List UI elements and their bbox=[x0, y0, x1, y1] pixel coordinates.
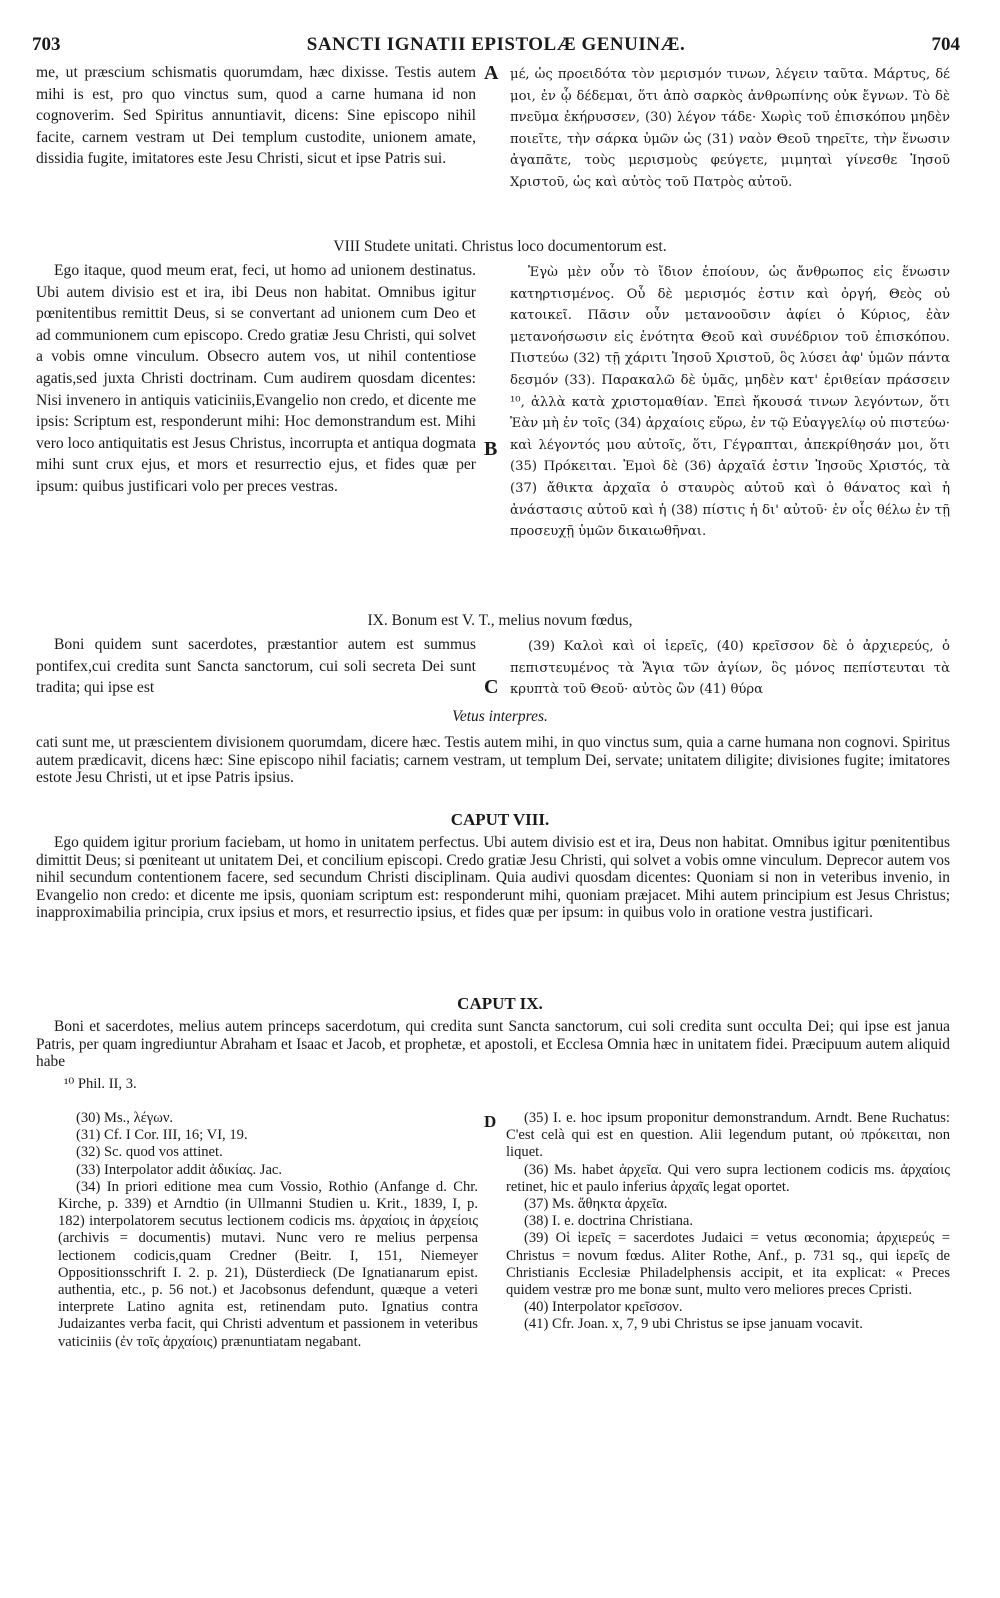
greek-column-top bbox=[510, 64, 950, 194]
note-40: (40) Interpolator κρεῖσσον. bbox=[524, 1299, 683, 1316]
greek-column-viii bbox=[510, 262, 950, 543]
page-header bbox=[32, 34, 960, 60]
notes-right-column bbox=[506, 1110, 950, 1334]
caput-ix-paragraph: Boni et sacerdotes, melius autem princeps sacerdotum, qui credita sunt Sancta sanctorum, cui soli credita sunt occulta Dei; qui ipse est janua Patris, per quam ingrediuntur Abraham et Isaac et Jacob, et prophetæ, et apostoli, et Ecclesa Omnia hæc in unitatem fidei. Præcipuum autem aliquid habe bbox=[36, 1018, 950, 1071]
note-32: (32) Sc. quod vos attinet. bbox=[76, 1144, 223, 1161]
note-31: (31) Cf. I Cor. III, 16; VI, 19. bbox=[76, 1127, 248, 1144]
latin-column-ix bbox=[36, 634, 476, 699]
vetus-paragraph: cati sunt me, ut præscientem divisionem quorumdam, dicere hæc. Testis autem mihi, in quo vinctus sum, quia a carne humana non cognovi. Spiritus autem prædicavit, dicens hæc: Sine episcopo nihil faciatis; carnem vestram, ut templum Dei, servate; unitatem diligite; divisiones fugite; imitatores estote Jesu Christi, ut et ipse Patris ipsius. bbox=[36, 734, 950, 787]
caput-ix-heading: CAPUT IX. bbox=[457, 994, 543, 1013]
notes-left-column bbox=[58, 1110, 478, 1351]
note-30: (30) Ms., λέγων. bbox=[76, 1110, 174, 1126]
note-34: (34) In priori editione mea cum Vossio, Rothio (Anfange d. Chr. Kirche, p. 339) et Arndtio (in Ullmanni Studien u. Krit., 1839, I, p. 182) interpolatorem secutus lectionem codicis ms. ἀρχαίοις in ἀρχείοις (archivis = documentis) mutavi. Nunc vero re melius perpensa lectionem codicis,quam Credner (Beitr. I, 151, Niemeyer Oppositionsschrift I. 2. p. 21), Düsterdieck (De Ignatianarum epist. authentia, etc., p. 56 not.) et Jacobsonus defendunt, quæque a veteri interprete Latino agnita est, retinendam puto. Ignatius contra Judaizantes verba facit, qui Christi adventum et passionem in veteribus vaticiniis (ἐν τοῖς ἀρχαίοις) prænuntiatam negabant. bbox=[58, 1178, 478, 1350]
caput-viii-paragraph: Ego quidem igitur prorium faciebam, ut homo in unitatem perfectus. Ubi autem divisio est et ira, Deus non habitat. Omnibus igitur pœnitentibus dimittit Deus; si pœniteant ut unitatem Dei, et concilium episcopi. Credo gratiæ Jesu Christi, qui solvet a vobis omne vinculum. Deprecor autem vos nihil secundum contentionem facere, sed secundum Christi disciplinam. Quia audivi quosdam dicentes: Quoniam si non in veteribus invenio, in Evangelio non credo: et dicente me ipsis, quoniam scriptum est: responderunt mihi, quoniam præjacet. Mihi autem principium est Jesus Christus; inapproximabilia principia, crux ipsius et mors, et resurrectio ipsius, et fides quæ per ipsum: in quibus volo in oratione vestra justificari. bbox=[36, 834, 950, 922]
note-38: (38) I. e. doctrina Christiana. bbox=[524, 1213, 693, 1230]
margin-mark-a: A bbox=[484, 62, 499, 84]
latin-paragraph: Boni quidem sunt sacerdotes, præstantior autem est summus pontifex,cui credita sunt Sancta sanctorum, cui soli secreta Dei sunt tradita; qui ipse est bbox=[36, 636, 476, 697]
latin-paragraph: me, ut præscium schismatis quorumdam, hæc dixisse. Testis autem mihi is est, pro quo vinctus sum, quod a carne humana id non cognoverim. Sed Spiritus annuntiavit, dicens: Sine episcopo nihil facite, carnem vestram ut Dei templum custodite, unionem amate, dissidia fugite, imitatores este Jesu Christi, sicut et ipse Patris sui. bbox=[36, 64, 476, 168]
note-41: (41) Cfr. Joan. x, 7, 9 ubi Christus se ipse januam vocavit. bbox=[524, 1316, 863, 1333]
caput-viii-text bbox=[36, 834, 950, 922]
margin-mark-b: B bbox=[484, 438, 498, 460]
note-39: (39) Οἱ ἱερεῖς = sacerdotes Judaici = vetus œconomia; ἀρχιερεύς = Christus = novum fœdus. Aliter Rothe, Anf., p. 731 sq., qui ἱερεῖς de Christianis Ecclesiæ Philadelphensis accipit, et ita explicat: « Preces quidem vestræ pro me bonæ sunt, multo vero meliores preces Cpristi. bbox=[506, 1230, 950, 1299]
margin-mark-c: C bbox=[484, 676, 499, 698]
greek-paragraph: Ἐγὼ μὲν οὖν τὸ ἴδιον ἐποίουν, ὡς ἄνθρωπος εἰς ἕνωσιν κατηρτισμένος. Οὗ δὲ μερισμός ἐστιν καὶ ὀργή, Θεὸς οὐ κατοικεῖ. Πᾶσιν οὖν μετανοοῦσιν ἀφίει ὁ Κύριος, ἐὰν μετανοήσωσιν εἰς ἑνότητα Θεοῦ καὶ συνέδριον τοῦ ἐπισκόπου. Πιστεύω (32) τῇ χάριτι Ἰησοῦ Χριστοῦ, ὃς λύσει ἀφ' ὑμῶν πάντα δεσμόν (33). Παρακαλῶ δὲ ὑμᾶς, μηδὲν κατ' ἐριθείαν πράσσειν ¹⁰, ἀλλὰ κατὰ χριστομαθίαν. Ἐπεὶ ἤκουσά τινων λεγόντων, ὅτι Ἐὰν μὴ ἐν τοῖς (34) ἀρχαίοις εὕρω, ἐν τῷ Εὐαγγελίῳ οὐ πιστεύω· καὶ λέγοντός μου αὐτοῖς, ὅτι, Γέγραπται, ἀπεκρίθησάν μοι, ὅτι (35) Πρόκειται. Ἐμοὶ δὲ (36) ἀρχαῖά ἐστιν Ἰησοῦς Χριστός, τὰ (37) ἄθικτα ἀρχαῖα ὁ σταυρὸς αὐτοῦ καὶ ὁ θάνατος καὶ ἡ ἀνάστασις αὐτοῦ καὶ ἡ (38) πίστις ἡ δι' αὐτοῦ· ἐν οἷς θέλω ἐν τῇ προσευχῇ ὑμῶν δικαιωθῆναι. bbox=[510, 265, 950, 540]
latin-paragraph: Ego itaque, quod meum erat, feci, ut homo ad unionem destinatus. Ubi autem divisio est et ira, ibi Deus non habitat. Omnibus igitur pœnitentibus remittit Deus, si se convertant ad unionem cum Deo et ad communionem cum episcopo. Credo gratiæ Jesu Christi, qui solvet a vobis omne vinculum. Obsecro autem vos, ut nihil contentiose agatis,sed juxta Christi doctrinam. Cum audirem quosdam dicentes: Nisi invenero in antiquis vaticiniis,Evangelio non credo, et dicente me ipsis: Scriptum est, responderunt mihi: Hoc demonstrandum est. Mihi vero loco antiquitatis est Jesus Christus, incorrupta et antiqua dogmata mihi sunt crux ejus, et mors et resurrectio ejus, et fides quæ per ipsum: quibus justificari volo per preces vestras. bbox=[36, 262, 476, 495]
page-number-right: 704 bbox=[931, 34, 960, 55]
caput-ix-text bbox=[36, 1018, 950, 1071]
margin-mark-d: D bbox=[484, 1112, 497, 1131]
caput-viii-heading: CAPUT VIII. bbox=[450, 810, 550, 829]
section-heading-ix: IX. Bonum est V. T., melius novum fœdus, bbox=[367, 612, 633, 629]
running-title: SANCTI IGNATII EPISTOLÆ GENUINÆ. bbox=[306, 34, 686, 55]
page-number-left: 703 bbox=[32, 34, 61, 55]
greek-column-ix bbox=[510, 636, 950, 701]
latin-column-top bbox=[36, 62, 476, 170]
note-35: (35) I. e. hoc ipsum proponitur demonstrandum. Arndt. Bene Ruchatus: C'est celà qui est en question. Alii legendum putant, οὐ πρόκειται, non liquet. bbox=[506, 1110, 950, 1161]
greek-paragraph: (39) Καλοὶ καὶ οἱ ἱερεῖς, (40) κρεῖσσον δὲ ὁ ἀρχιερεύς, ὁ πεπιστευμένος τὰ Ἅγια τῶν ἁγίων, ὃς μόνος πεπίστευται τὰ κρυπτὰ τοῦ Θεοῦ· αὐτὸς ὢν (41) θύρα bbox=[510, 639, 950, 698]
vetus-interpres-text bbox=[36, 734, 950, 787]
greek-paragraph: μέ, ὡς προειδότα τὸν μερισμόν τινων, λέγειν ταῦτα. Μάρτυς, δέ μοι, ἐν ᾧ δέδεμαι, ὅτι ἀπὸ σαρκὸς ἀνθρωπίνης οὐκ ἔγνων. Τὸ δὲ πνεῦμα ἐκήρυσσεν, (30) λέγον τάδε· Χωρὶς τοῦ ἐπισκόπου μηδὲν ποιεῖτε, τὴν σάρκα ὑμῶν ὡς (31) ναὸν Θεοῦ τηρεῖτε, τὴν ἕνωσιν ἀγαπᾶτε, τοὺς μερισμοὺς φεύγετε, μιμηταὶ γίνεσθε Ἰησοῦ Χριστοῦ, ὡς καὶ αὐτὸς τοῦ Πατρὸς αὐτοῦ. bbox=[510, 67, 950, 190]
note-37: (37) Ms. ἄθηκτα ἀρχεῖα. bbox=[524, 1196, 668, 1213]
footnote-reference: ¹⁰ Phil. II, 3. bbox=[64, 1076, 137, 1092]
section-heading-viii: VIII Studete unitati. Christus loco documentorum est. bbox=[333, 238, 667, 255]
latin-column-viii bbox=[36, 260, 476, 498]
note-33: (33) Interpolator addit ἀδικίας. Jac. bbox=[76, 1161, 283, 1178]
note-36: (36) Ms. habet ἀρχεῖα. Qui vero supra lectionem codicis ms. ἀρχαίοις retinet, hic et paulo inferius ἀρχαῖς legat oportet. bbox=[506, 1161, 950, 1195]
vetus-interpres-heading: Vetus interpres. bbox=[452, 708, 548, 725]
